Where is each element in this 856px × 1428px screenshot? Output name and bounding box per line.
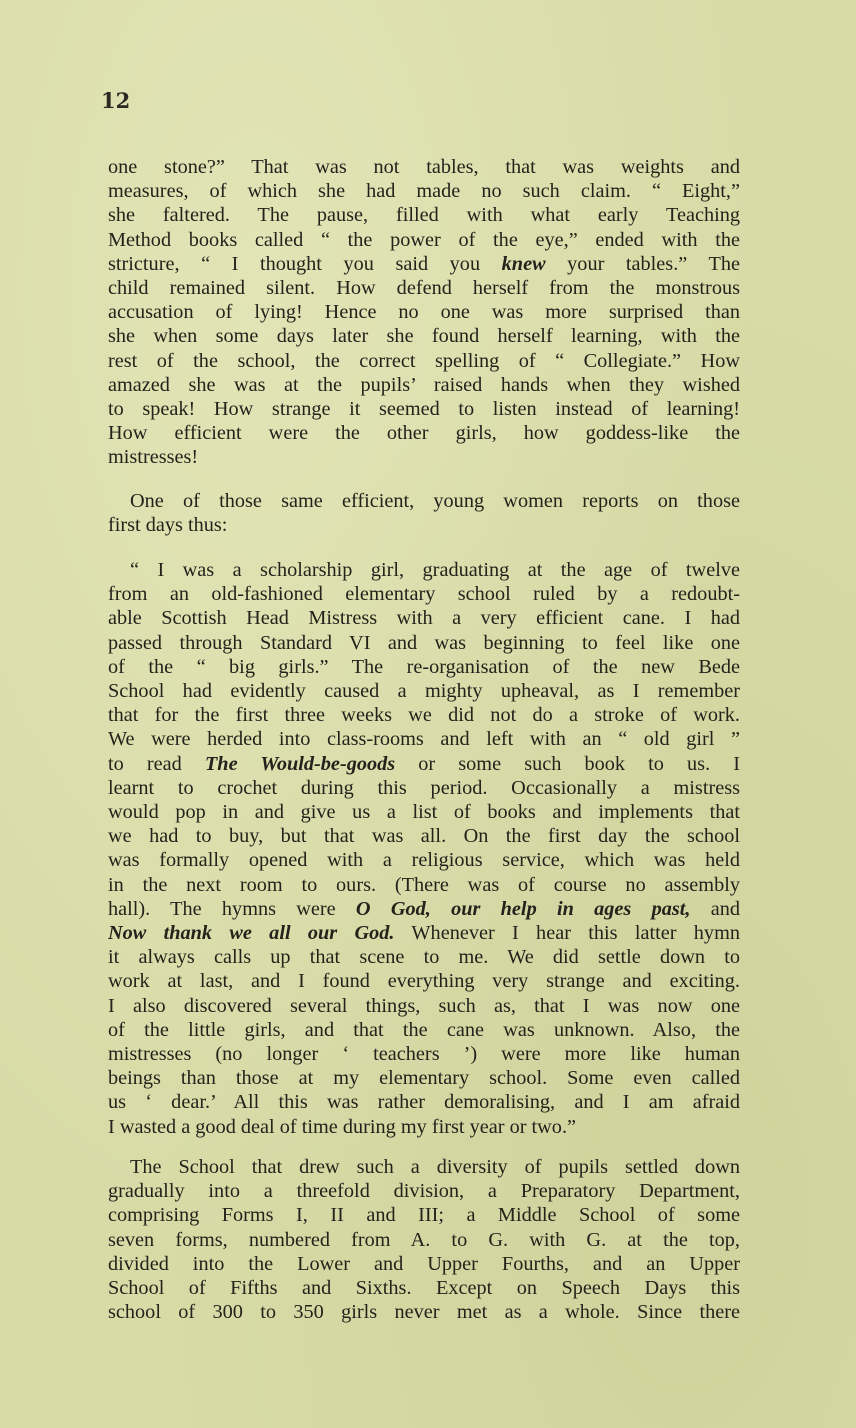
text-span: to read [108, 752, 205, 775]
text-line: accusation of lying! Hence no one was more surprised than [108, 301, 740, 324]
text-line: comprising Forms I, II and III; a Middle School of some [108, 1204, 740, 1227]
text-line: from an old-fashioned elementary school ruled by a redoubt- [108, 583, 740, 606]
text-line: child remained silent. How defend herself from the monstrous [108, 277, 740, 300]
text-line: one stone?” That was not tables, that was weights and [108, 156, 740, 178]
text-line: One of those same efficient, young women reports on those [130, 490, 740, 512]
text-span: stricture, “ I thought you said you [108, 252, 502, 275]
text-span: and [690, 897, 740, 920]
text-line: School had evidently caused a mighty upheaval, as I remember [108, 680, 740, 703]
text-line: learnt to crochet during this period. Occasionally a mistress [108, 776, 740, 799]
text-line: to speak! How strange it seemed to listen instead of learning! [108, 398, 740, 421]
text-line: it always calls up that scene to me. We did settle down to [108, 946, 740, 969]
text-line: mistresses (no longer ‘ teachers ’) were more like human [108, 1043, 740, 1066]
text-line: that for the first three weeks we did not do a stroke of work. [108, 704, 740, 727]
text-line [108, 921, 740, 945]
text-line: first days thus: [108, 514, 228, 537]
text-line [108, 252, 740, 276]
text-span: Whenever I hear this latter hymn [394, 922, 740, 945]
italic-hymn-title: Now thank we all our God. [108, 922, 395, 945]
italic-book-title: The Would-be-goods [204, 752, 396, 775]
text-line: school of 300 to 350 girls never met as a whole. Since there [108, 1301, 740, 1324]
text-line: rest of the school, the correct spelling of “ Collegiate.” How [108, 349, 740, 372]
text-line: able Scottish Head Mistress with a very efficient cane. I had [108, 607, 740, 630]
text-line: How efficient were the other girls, how goddess-like the [108, 422, 740, 445]
text-line: “ I was a scholarship girl, graduating at the age of twelve [130, 559, 740, 581]
text-line: we had to buy, but that was all. On the first day the school [108, 825, 740, 848]
text-line [108, 752, 740, 776]
text-line: was formally opened with a religious service, which was held [108, 849, 740, 872]
text-line: mistresses! [108, 446, 199, 469]
text-line: divided into the Lower and Upper Fourths, and an Upper [108, 1252, 740, 1275]
text-line: in the next room to ours. (There was of course no assembly [108, 873, 740, 896]
text-line: us ‘ dear.’ All this was rather demoralising, and I am afraid [108, 1091, 740, 1114]
text-line: Method books called “ the power of the eye,” ended with the [108, 228, 740, 251]
text-line: measures, of which she had made no such claim. “ Eight,” [108, 180, 740, 203]
text-span: hall). The hymns were [108, 897, 356, 920]
text-line: gradually into a threefold division, a Preparatory Department, [108, 1180, 740, 1203]
italic-word: knew [501, 252, 546, 275]
text-line: We were herded into class-rooms and left with an “ old girl ” [108, 728, 740, 751]
text-line: I also discovered several things, such as, that I was now one [108, 994, 740, 1017]
text-line: amazed she was at the pupils’ raised hands when they wished [108, 373, 740, 396]
text-line: beings than those at my elementary school. Some even called [108, 1067, 740, 1090]
paragraph-3-quotation [108, 558, 740, 1139]
text-span: your tables.” The [545, 252, 740, 275]
text-line: seven forms, numbered from A. to G. with G. at the top, [108, 1228, 740, 1251]
italic-hymn-title: O God, our help in ages past, [355, 897, 691, 920]
text-line: would pop in and give us a list of books and implements that [108, 801, 740, 824]
text-line: The School that drew such a diversity of pupils settled down [130, 1156, 740, 1178]
paragraph-2 [108, 489, 740, 537]
text-line: she when some days later she found herself learning, with the [108, 325, 740, 348]
text-line: of the “ big girls.” The re-organisation of the new Bede [108, 655, 740, 678]
page-number: 12 [101, 88, 131, 113]
text-line: of the little girls, and that the cane was unknown. Also, the [108, 1018, 740, 1041]
text-line: passed through Standard VI and was beginning to feel like one [108, 631, 740, 654]
text-line: I wasted a good deal of time during my first year or two.” [108, 1115, 577, 1138]
text-line: School of Fifths and Sixths. Except on Speech Days this [108, 1277, 740, 1300]
text-line: she faltered. The pause, filled with what early Teaching [108, 204, 740, 227]
paragraph-1 [108, 155, 740, 470]
text-line: work at last, and I found everything very strange and exciting. [108, 970, 740, 993]
paragraph-4 [108, 1155, 740, 1324]
text-span: or some such book to us. I [395, 752, 740, 775]
text-line [108, 897, 740, 921]
